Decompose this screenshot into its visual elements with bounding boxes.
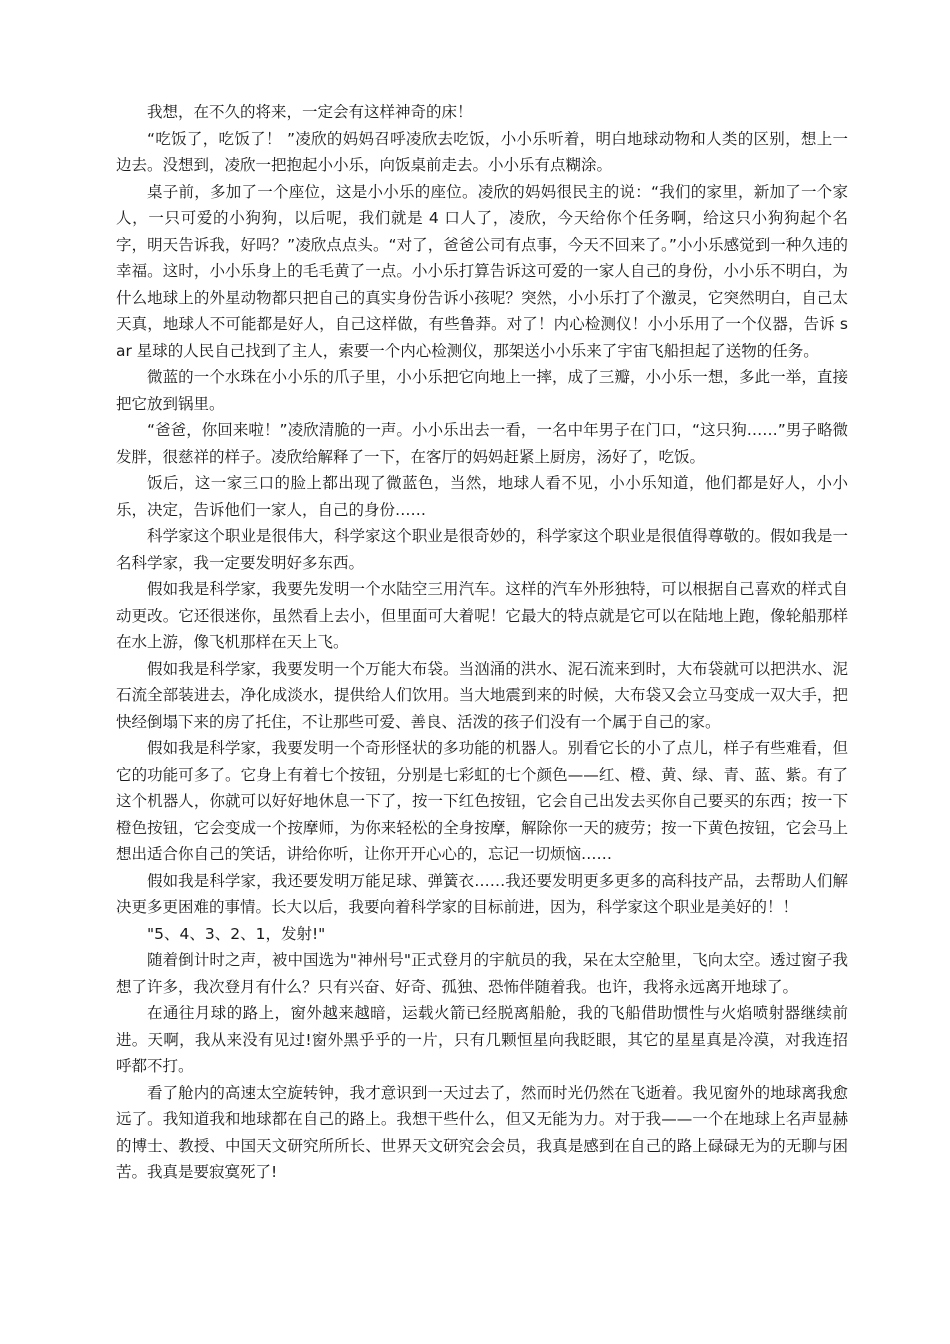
paragraph: "5、4、3、2、1，发射!"	[147, 924, 326, 943]
paragraph: 随着倒计时之声，被中国选为"神州号"正式登月的宇航员的我，呆在太空舱里，飞向太空。透过窗子我想了许多，我次登月有什么？只有兴奋、好奇、孤独、恐怖伴随着我。也许，我将永远离开地球了。	[116, 951, 848, 996]
paragraph: 假如我是科学家，我要发明一个万能大布袋。当汹涌的洪水、泥石流来到时，大布袋就可以把洪水、泥石流全部装进去，净化成淡水，提供给人们饮用。当大地震到来的时候，大布袋又会立马变成一双大手，把快经倒塌下来的房了托住，不让那些可爱、善良、活泼的孩子们没有一个属于自己的家。	[116, 659, 848, 731]
paragraph: “爸爸，你回来啦！”凌欣清脆的一声。小小乐出去一看，一名中年男子在门口，“这只狗……”男子略微发胖，很慈祥的样子。凌欣给解释了一下，在客厅的妈妈赶紧上厨房，汤好了，吃饭。	[116, 421, 848, 466]
paragraph: “吃饭了，吃饭了！ ”凌欣的妈妈召呼凌欣去吃饭，小小乐听着，明白地球动物和人类的区别，想上一边去。没想到，凌欣一把抱起小小乐，向饭桌前走去。小小乐有点糊涂。	[116, 129, 848, 174]
paragraph: 科学家这个职业是很伟大，科学家这个职业是很奇妙的，科学家这个职业是很值得尊敬的。假如我是一名科学家，我一定要发明好多东西。	[116, 527, 848, 572]
paragraph: 饭后，这一家三口的脸上都出现了微蓝色，当然，地球人看不见，小小乐知道，他们都是好人，小小乐，决定，告诉他们一家人，自己的身份……	[116, 474, 848, 519]
paragraph: 我想，在不久的将来，一定会有这样神奇的床！	[147, 103, 473, 121]
paragraph: 在通往月球的路上，窗外越来越暗，运载火箭已经脱离船舱，我的飞船借助惯性与火焰喷射器继续前进。天啊，我从来没有见过!窗外黑乎乎的一片，只有几颗恒星向我眨眼，其它的星星真是冷漠，对我连招呼都不打。	[116, 1004, 848, 1075]
paragraph: 看了舱内的高速太空旋转钟，我才意识到一天过去了，然而时光仍然在飞逝着。我见窗外的地球离我愈远了。我知道我和地球都在自己的路上。我想干些什么，但又无能为力。对于我——一个在地球上名声显赫的博士、教授、中国天文研究所所长、世界天文研究会会员，我真是感到在自己的路上碌碌无为的无聊与困苦。我真是要寂寞死了!	[116, 1083, 848, 1181]
paragraph: 桌子前，多加了一个座位，这是小小乐的座位。凌欣的妈妈很民主的说：“我们的家里，新加了一个家人，一只可爱的小狗狗，以后呢，我们就是 4 口人了，凌欣，今天给你个任务啊，给这只小狗狗起个名字，明天告诉我，好吗？”凌欣点点头。“对了，爸爸公司有点事，今天不回来了。”小小乐感觉到一种久违的幸福。这时，小小乐身上的毛毛黄了一点。小小乐打算告诉这可爱的一家人自己的身份，小小乐不明白，为什么地球上的外星动物都只把自己的真实身份告诉小孩呢？突然，小小乐打了个激灵，它突然明白，自己太天真，地球人不可能都是好人，自己这样做，有些鲁莽。对了！内心检测仪！小小乐用了一个仪器，告诉 sar 星球的人民自己找到了主人，索要一个内心检测仪，那架送小小乐来了宇宙飞船担起了送物的任务。	[116, 182, 848, 360]
paragraph: 假如我是科学家，我要发明一个奇形怪状的多功能的机器人。别看它长的小了点儿，样子有些难看，但它的功能可多了。它身上有着七个按钮，分别是七彩虹的七个颜色——红、橙、黄、绿、青、蓝、紫。有了这个机器人，你就可以好好地休息一下了，按一下红色按钮，它会自己出发去买你自己要买的东西；按一下橙色按钮，它会变成一个按摩师，为你来轻松的全身按摩，解除你一天的疲劳；按一下黄色按钮，它会马上想出适合你自己的笑话，讲给你听，让你开开心心的，忘记一切烦恼……	[116, 739, 848, 863]
document-body	[116, 99, 848, 1186]
paragraph: 假如我是科学家，我要先发明一个水陆空三用汽车。这样的汽车外形独特，可以根据自己喜欢的样式自动更改。它还很迷你，虽然看上去小，但里面可大着呢！它最大的特点就是它可以在陆地上跑，像轮船那样在水上游，像飞机那样在天上飞。	[116, 580, 848, 651]
paragraph: 微蓝的一个水珠在小小乐的爪子里，小小乐把它向地上一摔，成了三瓣，小小乐一想，多此一举，直接把它放到锅里。	[116, 368, 848, 413]
paragraph: 假如我是科学家，我还要发明万能足球、弹簧衣……我还要发明更多更多的高科技产品，去帮助人们解决更多更困难的事情。长大以后，我要向着科学家的目标前进，因为，科学家这个职业是美好的！！	[116, 871, 848, 916]
